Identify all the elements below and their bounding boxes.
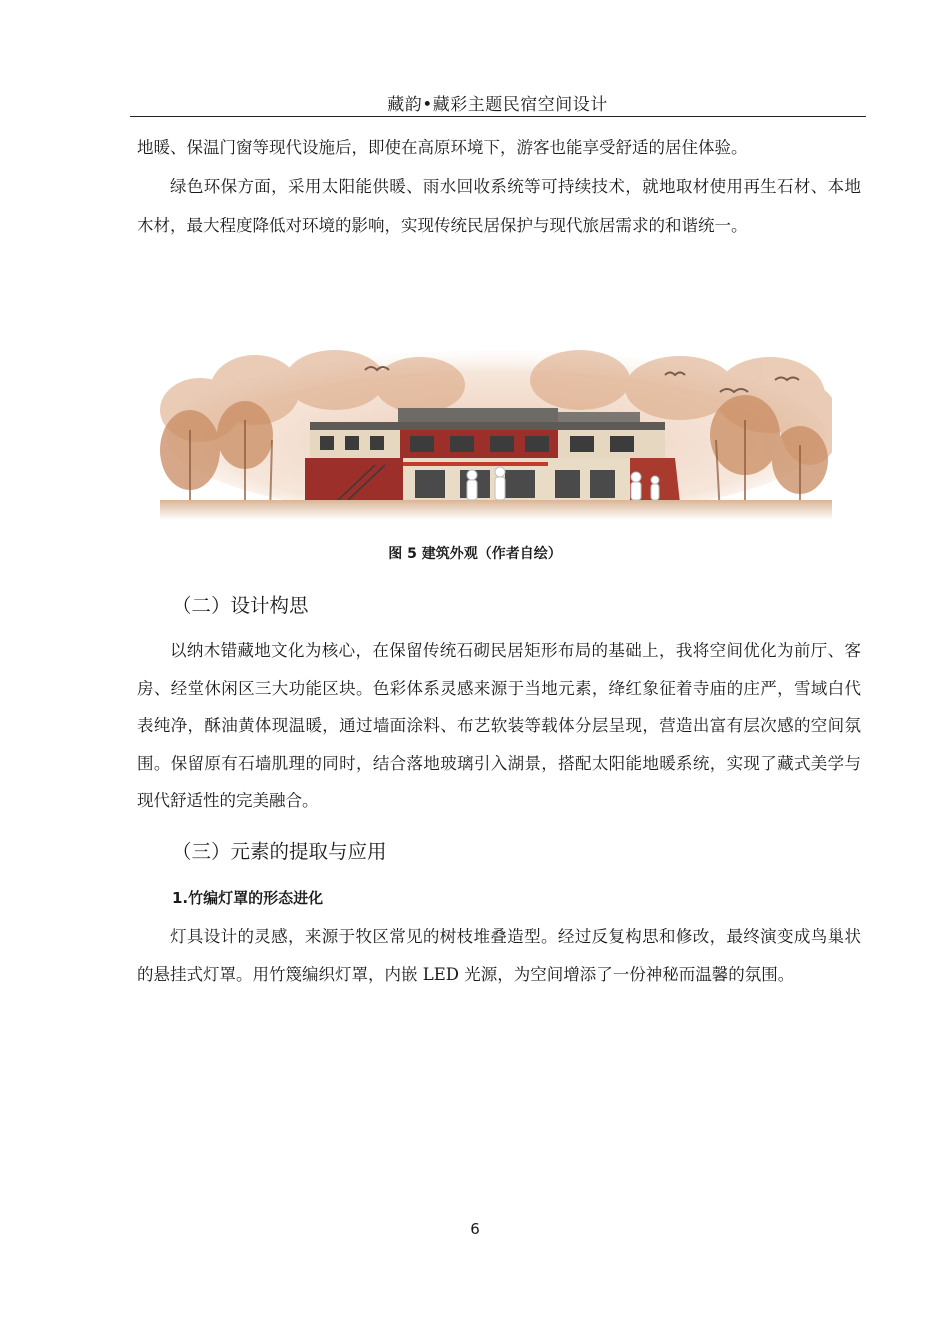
header-rule [130,116,866,117]
section-heading-element-extraction: （三）元素的提取与应用 [172,840,387,863]
figure-caption: 图 5 建筑外观（作者自绘） [388,546,562,562]
paragraph-continued: 地暖、保温门窗等现代设施后，即使在高原环境下，游客也能享受舒适的居住体验。 [137,138,748,157]
running-header: 藏韵•藏彩主题民宿空间设计 [387,95,608,115]
paragraph-bamboo-lampshade: 灯具设计的灵感，来源于牧区常见的树枝堆叠造型。经过反复构思和修改，最终演变成鸟巢状的悬挂式灯罩。用竹篾编织灯罩，内嵌 LED 光源，为空间增添了一份神秘而温馨的氛围。 [137,927,861,984]
paragraph-green-environment: 绿色环保方面，采用太阳能供暖、雨水回收系统等可持续技术，就地取材使用再生石材、本地木材，最大程度降低对环境的影响，实现传统民居保护与现代旅居需求的和谐统一。 [137,177,861,235]
page-number: 6 [470,1220,480,1238]
section-heading-design-concept: （二）设计构思 [172,594,309,617]
subheading-bamboo-lampshade: 1.竹编灯罩的形态进化 [172,889,324,907]
paragraph-design-concept: 以纳木错藏地文化为核心，在保留传统石砌民居矩形布局的基础上，我将空间优化为前厅、客房、经堂休闲区三大功能区块。色彩体系灵感来源于当地元素，绛红象征着寺庙的庄严，雪域白代表纯净，酥油黄体现温暖，通过墙面涂料、布艺软装等载体分层呈现，营造出富有层次感的空间氛围。保留原有石墙肌理的同时，结合落地玻璃引入湖景，搭配太阳能地暖系统，实现了藏式美学与现代舒适性的完美融合。 [137,641,861,810]
building-exterior-illustration [160,340,832,520]
